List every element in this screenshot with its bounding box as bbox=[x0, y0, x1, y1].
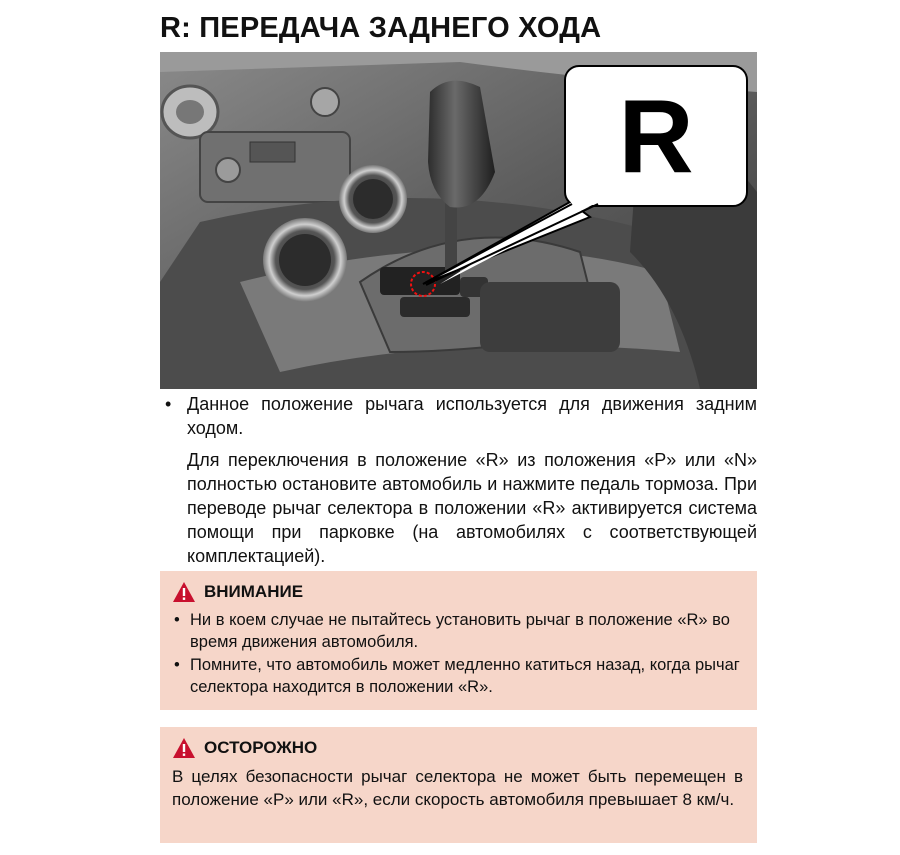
page-title: R: ПЕРЕДАЧА ЗАДНЕГО ХОДА bbox=[160, 12, 602, 44]
center-console-illustration bbox=[160, 52, 757, 389]
main-description bbox=[165, 392, 757, 568]
bullet-icon: • bbox=[165, 394, 172, 414]
warning-item-text: Помните, что автомобиль может медленно катиться назад, когда рычаг селектора находится в положении «R». bbox=[190, 656, 740, 696]
warning-triangle-icon bbox=[172, 581, 196, 603]
bullet-icon: • bbox=[174, 656, 180, 674]
bullet-text: Данное положение рычага используется для движения задним ходом. bbox=[187, 394, 757, 438]
gear-shift-photo bbox=[160, 52, 757, 389]
caution-triangle-icon bbox=[172, 737, 196, 759]
callout-letter: R bbox=[618, 79, 694, 195]
warning-box bbox=[160, 571, 757, 710]
warning-item-text: Ни в коем случае не пытайтесь установить рычаг в положение «R» во время движения автомобиля. bbox=[190, 611, 730, 651]
warning-heading bbox=[172, 581, 745, 603]
instruction-paragraph: Для переключения в положение «R» из положения «P» или «N» полностью остановите автомобиль и нажмите педаль тормоза. При переводе рычаг селектора в положении «R» активируется система помощи при парковке (на автомобилях с соответствующей комплектацией). bbox=[187, 450, 757, 566]
caution-box bbox=[160, 727, 757, 843]
caution-heading bbox=[172, 737, 745, 759]
warning-list bbox=[172, 609, 745, 698]
list-item bbox=[172, 609, 745, 653]
warning-heading-text: ВНИМАНИЕ bbox=[204, 582, 304, 601]
list-item bbox=[172, 654, 745, 698]
list-item bbox=[165, 392, 757, 440]
caution-heading-text: ОСТОРОЖНО bbox=[204, 738, 318, 757]
bullet-icon: • bbox=[174, 611, 180, 629]
caution-text: В целях безопасности рычаг селектора не может быть перемещен в положение «P» или «R», если скорость автомобиля превышает 8 км/ч. bbox=[172, 767, 743, 809]
